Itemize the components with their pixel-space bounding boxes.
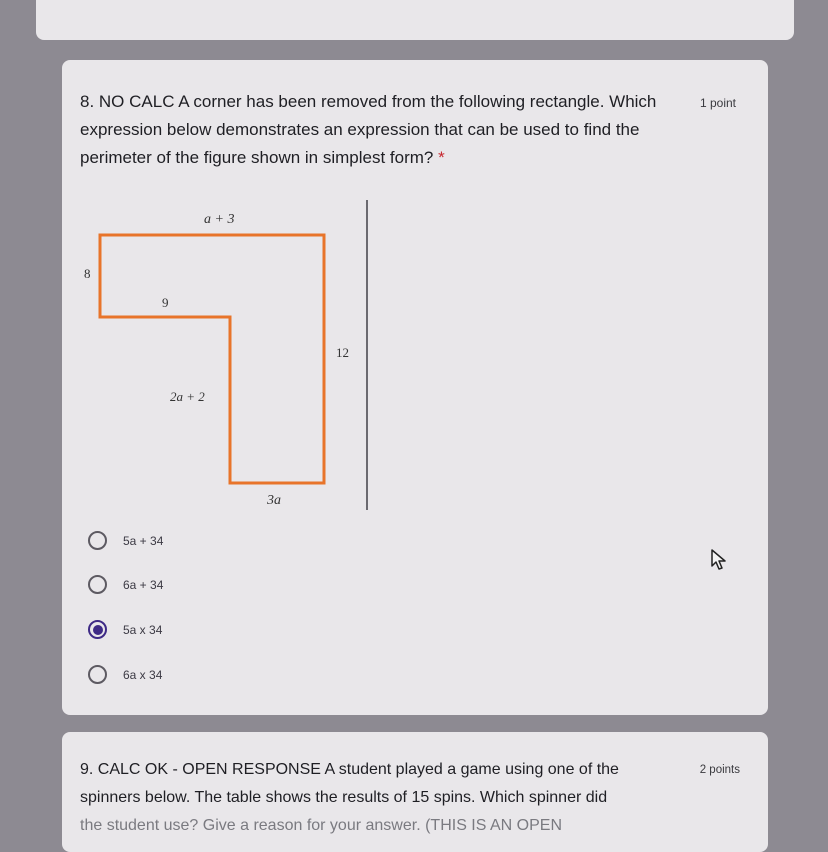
- l-shape-figure: [62, 60, 768, 530]
- option-label: 6a x 34: [123, 667, 163, 682]
- radio-button-icon[interactable]: [88, 531, 107, 550]
- top-side-label: a + 3: [204, 212, 235, 227]
- bottom-side-label: 3a: [267, 493, 281, 508]
- required-asterisk: *: [438, 148, 445, 167]
- option-1[interactable]: [88, 531, 163, 550]
- right-side-label: 12: [336, 345, 349, 360]
- question-card-9: [62, 732, 768, 852]
- question-text: 8. NO CALC A corner has been removed from the following rectangle. Which expression below demonstrates an expression that can be used to find the perimeter of the figure shown in simplest form? *: [80, 92, 657, 167]
- points-label: 1 point: [699, 96, 736, 110]
- points-label: 2 points: [699, 764, 740, 776]
- option-label: 6a + 34: [123, 577, 164, 592]
- question-card-8: [62, 60, 768, 715]
- radio-button-selected-icon[interactable]: [88, 620, 107, 639]
- option-2[interactable]: [88, 575, 163, 594]
- radio-button-icon[interactable]: [88, 665, 107, 684]
- radio-dot: [93, 625, 103, 635]
- option-4[interactable]: [88, 665, 162, 684]
- l-shape-outline: [100, 235, 324, 483]
- radio-button-icon[interactable]: [88, 575, 107, 594]
- option-3[interactable]: [88, 620, 162, 639]
- inner-side-label: 9: [162, 295, 169, 310]
- question-text: 9. CALC OK - OPEN RESPONSE A student played a game using one of the spinners below. The table shows the results of 15 spins. Which spinner did the student use? Give a reason for your answer. (THIS IS AN OPEN: [80, 761, 619, 834]
- option-label: 5a x 34: [123, 622, 163, 637]
- left-side-label: 8: [84, 266, 91, 281]
- mouse-pointer-icon: [710, 548, 730, 572]
- previous-question-card: [36, 0, 794, 40]
- option-label: 5a + 34: [123, 533, 164, 548]
- middle-side-label: 2a + 2: [170, 389, 205, 404]
